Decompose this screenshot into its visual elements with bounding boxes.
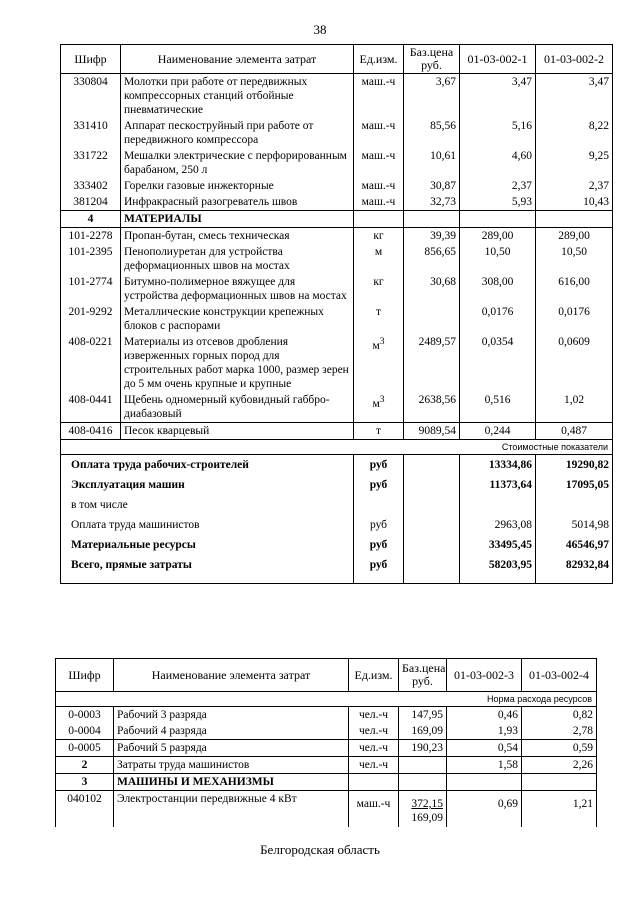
code-cell: 101-2395 bbox=[61, 244, 121, 274]
cubic-superscript: 3 bbox=[379, 394, 385, 405]
price-cell: 30,87 bbox=[404, 178, 460, 194]
unit-cell: чел.-ч bbox=[349, 740, 399, 757]
name-cell: Песок кварцевый bbox=[121, 423, 354, 440]
code-cell: 201-9292 bbox=[61, 304, 121, 334]
code-cell: 331722 bbox=[61, 148, 121, 178]
page-number: 38 bbox=[313, 22, 327, 37]
col-unit-header: Ед.изм. bbox=[349, 659, 399, 692]
unit-cell: маш.-ч bbox=[354, 194, 404, 211]
norm4-cell: 0,82 bbox=[522, 707, 597, 724]
norm3-cell: 0,46 bbox=[447, 707, 522, 724]
col-price-header: Баз.цена руб. bbox=[399, 659, 447, 692]
table-row bbox=[61, 74, 613, 119]
norm2-cell: 289,00 bbox=[536, 228, 613, 245]
norm2-cell: 2,37 bbox=[536, 178, 613, 194]
code-cell: 0-0005 bbox=[56, 740, 114, 757]
summary-unit: руб bbox=[354, 515, 404, 535]
price-cell: 2489,57 bbox=[404, 334, 460, 392]
norm2-cell: 9,25 bbox=[536, 148, 613, 178]
name-cell: Мешалки электрические с перфорированным барабаном, 250 л bbox=[121, 148, 354, 178]
col-name-header: Наименование элемента затрат bbox=[114, 659, 349, 692]
unit-cell: кг bbox=[354, 228, 404, 245]
col-norm4-header: 01-03-002-4 bbox=[522, 659, 597, 692]
col-norm1-header: 01-03-002-1 bbox=[460, 45, 536, 74]
summary-label: Эксплуатация машин bbox=[61, 475, 354, 495]
unit-cell: чел.-ч bbox=[349, 707, 399, 724]
norm1-cell: 10,50 bbox=[460, 244, 536, 274]
code-cell: 0-0004 bbox=[56, 723, 114, 740]
norm1-cell: 3,47 bbox=[460, 74, 536, 119]
price-cell: 3,67 bbox=[404, 74, 460, 119]
norm1-cell: 5,16 bbox=[460, 118, 536, 148]
summary-row bbox=[61, 515, 613, 535]
section-row bbox=[61, 211, 613, 228]
col-name-header: Наименование элемента затрат bbox=[121, 45, 354, 74]
norm1-cell: 4,60 bbox=[460, 148, 536, 178]
cost-note-row bbox=[61, 440, 613, 455]
table-row bbox=[61, 423, 613, 440]
col-unit-header: Ед.изм. bbox=[354, 45, 404, 74]
norm2-cell: 616,00 bbox=[536, 274, 613, 304]
summary-value-1: 11373,64 bbox=[460, 475, 536, 495]
name-cell: Горелки газовые инжекторные bbox=[121, 178, 354, 194]
summary-row bbox=[61, 495, 613, 515]
unit-cell: маш.-ч bbox=[354, 74, 404, 119]
price-cell bbox=[399, 757, 447, 774]
table-row bbox=[56, 791, 597, 828]
name-cell: Металлические конструкции крепежных блоков с распорами bbox=[121, 304, 354, 334]
unit-cell: $м^3$ bbox=[354, 392, 404, 423]
norm4-cell: 2,78 bbox=[522, 723, 597, 740]
section-code: 4 bbox=[61, 211, 121, 228]
table-row bbox=[61, 118, 613, 148]
table-row bbox=[56, 740, 597, 757]
cost-indicators-note: Стоимостные показатели bbox=[61, 440, 613, 455]
table-row bbox=[56, 757, 597, 774]
unit-cell: кг bbox=[354, 274, 404, 304]
code-cell: 330804 bbox=[61, 74, 121, 119]
table-row bbox=[61, 178, 613, 194]
table-header-row bbox=[56, 659, 597, 692]
name-cell: Инфракрасный разогреватель швов bbox=[121, 194, 354, 211]
norm2-cell: 0,0176 bbox=[536, 304, 613, 334]
price-cell bbox=[404, 304, 460, 334]
table-row bbox=[56, 707, 597, 724]
norm1-cell: 0,516 bbox=[460, 392, 536, 423]
summary-label: в том числе bbox=[61, 495, 354, 515]
norm1-cell: 0,0354 bbox=[460, 334, 536, 392]
norm2-cell: 10,43 bbox=[536, 194, 613, 211]
summary-unit: руб bbox=[354, 475, 404, 495]
price-cell: 2638,56 bbox=[404, 392, 460, 423]
price-value-secondary: 169,09 bbox=[411, 812, 443, 824]
norm3-cell: 1,93 bbox=[447, 723, 522, 740]
unit-cell: т bbox=[354, 304, 404, 334]
table-row bbox=[61, 228, 613, 245]
col-norm3-header: 01-03-002-3 bbox=[447, 659, 522, 692]
price-cell: 10,61 bbox=[404, 148, 460, 178]
unit-cell: маш.-ч bbox=[349, 791, 399, 828]
price-cell: 85,56 bbox=[404, 118, 460, 148]
table-row bbox=[61, 148, 613, 178]
table-row bbox=[61, 244, 613, 274]
unit-cell: маш.-ч bbox=[354, 118, 404, 148]
col-norm2-header: 01-03-002-2 bbox=[536, 45, 613, 74]
unit-cell: чел.-ч bbox=[349, 723, 399, 740]
price-cell: 30,68 bbox=[404, 274, 460, 304]
code-cell: 381204 bbox=[61, 194, 121, 211]
code-cell: 408-0416 bbox=[61, 423, 121, 440]
norm2-cell: 3,47 bbox=[536, 74, 613, 119]
table-row bbox=[61, 304, 613, 334]
name-cell: Аппарат пескоструйный при работе от передвижного компрессора bbox=[121, 118, 354, 148]
code-cell: 408-0441 bbox=[61, 392, 121, 423]
unit-cell: т bbox=[354, 423, 404, 440]
norm1-cell: 2,37 bbox=[460, 178, 536, 194]
section-code: 3 bbox=[56, 774, 114, 791]
resource-table-1 bbox=[60, 44, 613, 584]
summary-value-2: 19290,82 bbox=[536, 455, 613, 476]
code-cell: 2 bbox=[56, 757, 114, 774]
price-cell: 190,23 bbox=[399, 740, 447, 757]
unit-cell: маш.-ч bbox=[354, 148, 404, 178]
name-cell: Молотки при работе от передвижных компрессорных станций отбойные пневматические bbox=[121, 74, 354, 119]
summary-value-2: 17095,05 bbox=[536, 475, 613, 495]
norm-note-row bbox=[56, 692, 597, 707]
table-row bbox=[56, 723, 597, 740]
norm2-cell: 1,02 bbox=[536, 392, 613, 423]
name-cell: Затраты труда машинистов bbox=[114, 757, 349, 774]
price-cell: 9089,54 bbox=[404, 423, 460, 440]
section-title: МАТЕРИАЛЫ bbox=[121, 211, 354, 228]
code-cell: 333402 bbox=[61, 178, 121, 194]
code-cell: 408-0221 bbox=[61, 334, 121, 392]
unit-cell: чел.-ч bbox=[349, 757, 399, 774]
unit-cell: м bbox=[354, 244, 404, 274]
resource-norm-note: Норма расхода ресурсов bbox=[56, 692, 597, 707]
table-header-row bbox=[61, 45, 613, 74]
section-title: МАШИНЫ И МЕХАНИЗМЫ bbox=[114, 774, 349, 791]
summary-value-2: 46546,97 bbox=[536, 535, 613, 555]
summary-value-1: 58203,95 bbox=[460, 555, 536, 583]
price-cell: 39,39 bbox=[404, 228, 460, 245]
section-row bbox=[56, 774, 597, 791]
summary-label: Материальные ресурсы bbox=[61, 535, 354, 555]
summary-row bbox=[61, 555, 613, 583]
code-cell: 101-2774 bbox=[61, 274, 121, 304]
summary-unit: руб bbox=[354, 555, 404, 583]
price-cell bbox=[399, 791, 447, 828]
table-row bbox=[61, 274, 613, 304]
code-cell: 331410 bbox=[61, 118, 121, 148]
norm2-cell: 10,50 bbox=[536, 244, 613, 274]
code-cell: 101-2278 bbox=[61, 228, 121, 245]
name-cell: Материалы из отсевов дробления изверженных горных пород для строительных работ марка 1000, размер зерен до 5 мм очень крупные и крупные bbox=[121, 334, 354, 392]
summary-label: Всего, прямые затраты bbox=[61, 555, 354, 583]
norm4-cell: 2,26 bbox=[522, 757, 597, 774]
footer-region: Белгородская область bbox=[260, 842, 380, 857]
table-row bbox=[61, 392, 613, 423]
name-cell: Пенополиуретан для устройства деформационных швов на мостах bbox=[121, 244, 354, 274]
table-row bbox=[61, 334, 613, 392]
unit-cell: $м^3$ bbox=[354, 334, 404, 392]
summary-label: Оплата труда рабочих-строителей bbox=[61, 455, 354, 476]
summary-row bbox=[61, 455, 613, 476]
norm2-cell: 8,22 bbox=[536, 118, 613, 148]
cubic-superscript: 3 bbox=[379, 336, 385, 347]
norm1-cell: 0,0176 bbox=[460, 304, 536, 334]
name-cell: Рабочий 3 разряда bbox=[114, 707, 349, 724]
summary-label: Оплата труда машинистов bbox=[61, 515, 354, 535]
name-cell: Битумно-полимерное вяжущее для устройства деформационных швов на мостах bbox=[121, 274, 354, 304]
col-price-header: Баз.цена руб. bbox=[404, 45, 460, 74]
norm4-cell: 1,21 bbox=[522, 791, 597, 828]
name-cell: Электростанции передвижные 4 кВт bbox=[114, 791, 349, 828]
price-cell: 169,09 bbox=[399, 723, 447, 740]
col-code-header: Шифр bbox=[56, 659, 114, 692]
price-value: 372,15 bbox=[411, 798, 443, 810]
summary-row bbox=[61, 535, 613, 555]
norm1-cell: 0,244 bbox=[460, 423, 536, 440]
code-cell: 0-0003 bbox=[56, 707, 114, 724]
norm2-cell: 0,487 bbox=[536, 423, 613, 440]
price-cell: 32,73 bbox=[404, 194, 460, 211]
summary-value-2: 5014,98 bbox=[536, 515, 613, 535]
norm1-cell: 289,00 bbox=[460, 228, 536, 245]
unit-cell: маш.-ч bbox=[354, 178, 404, 194]
summary-value-1: 2963,08 bbox=[460, 515, 536, 535]
norm1-cell: 308,00 bbox=[460, 274, 536, 304]
summary-unit: руб bbox=[354, 535, 404, 555]
col-code-header: Шифр bbox=[61, 45, 121, 74]
resource-table-2 bbox=[55, 658, 597, 827]
norm2-cell: 0,0609 bbox=[536, 334, 613, 392]
price-cell: 856,65 bbox=[404, 244, 460, 274]
table-row bbox=[61, 194, 613, 211]
name-cell: Рабочий 5 разряда bbox=[114, 740, 349, 757]
price-cell: 147,95 bbox=[399, 707, 447, 724]
norm4-cell: 0,59 bbox=[522, 740, 597, 757]
norm1-cell: 5,93 bbox=[460, 194, 536, 211]
summary-value-1: 33495,45 bbox=[460, 535, 536, 555]
name-cell: Пропан-бутан, смесь техническая bbox=[121, 228, 354, 245]
summary-unit: руб bbox=[354, 455, 404, 476]
norm3-cell: 0,69 bbox=[447, 791, 522, 828]
summary-value-1: 13334,86 bbox=[460, 455, 536, 476]
name-cell: Рабочий 4 разряда bbox=[114, 723, 349, 740]
norm3-cell: 1,58 bbox=[447, 757, 522, 774]
norm3-cell: 0,54 bbox=[447, 740, 522, 757]
summary-value-2: 82932,84 bbox=[536, 555, 613, 583]
summary-row bbox=[61, 475, 613, 495]
code-cell: 040102 bbox=[56, 791, 114, 828]
name-cell: Щебень одномерный кубовидный габбро-диабазовый bbox=[121, 392, 354, 423]
